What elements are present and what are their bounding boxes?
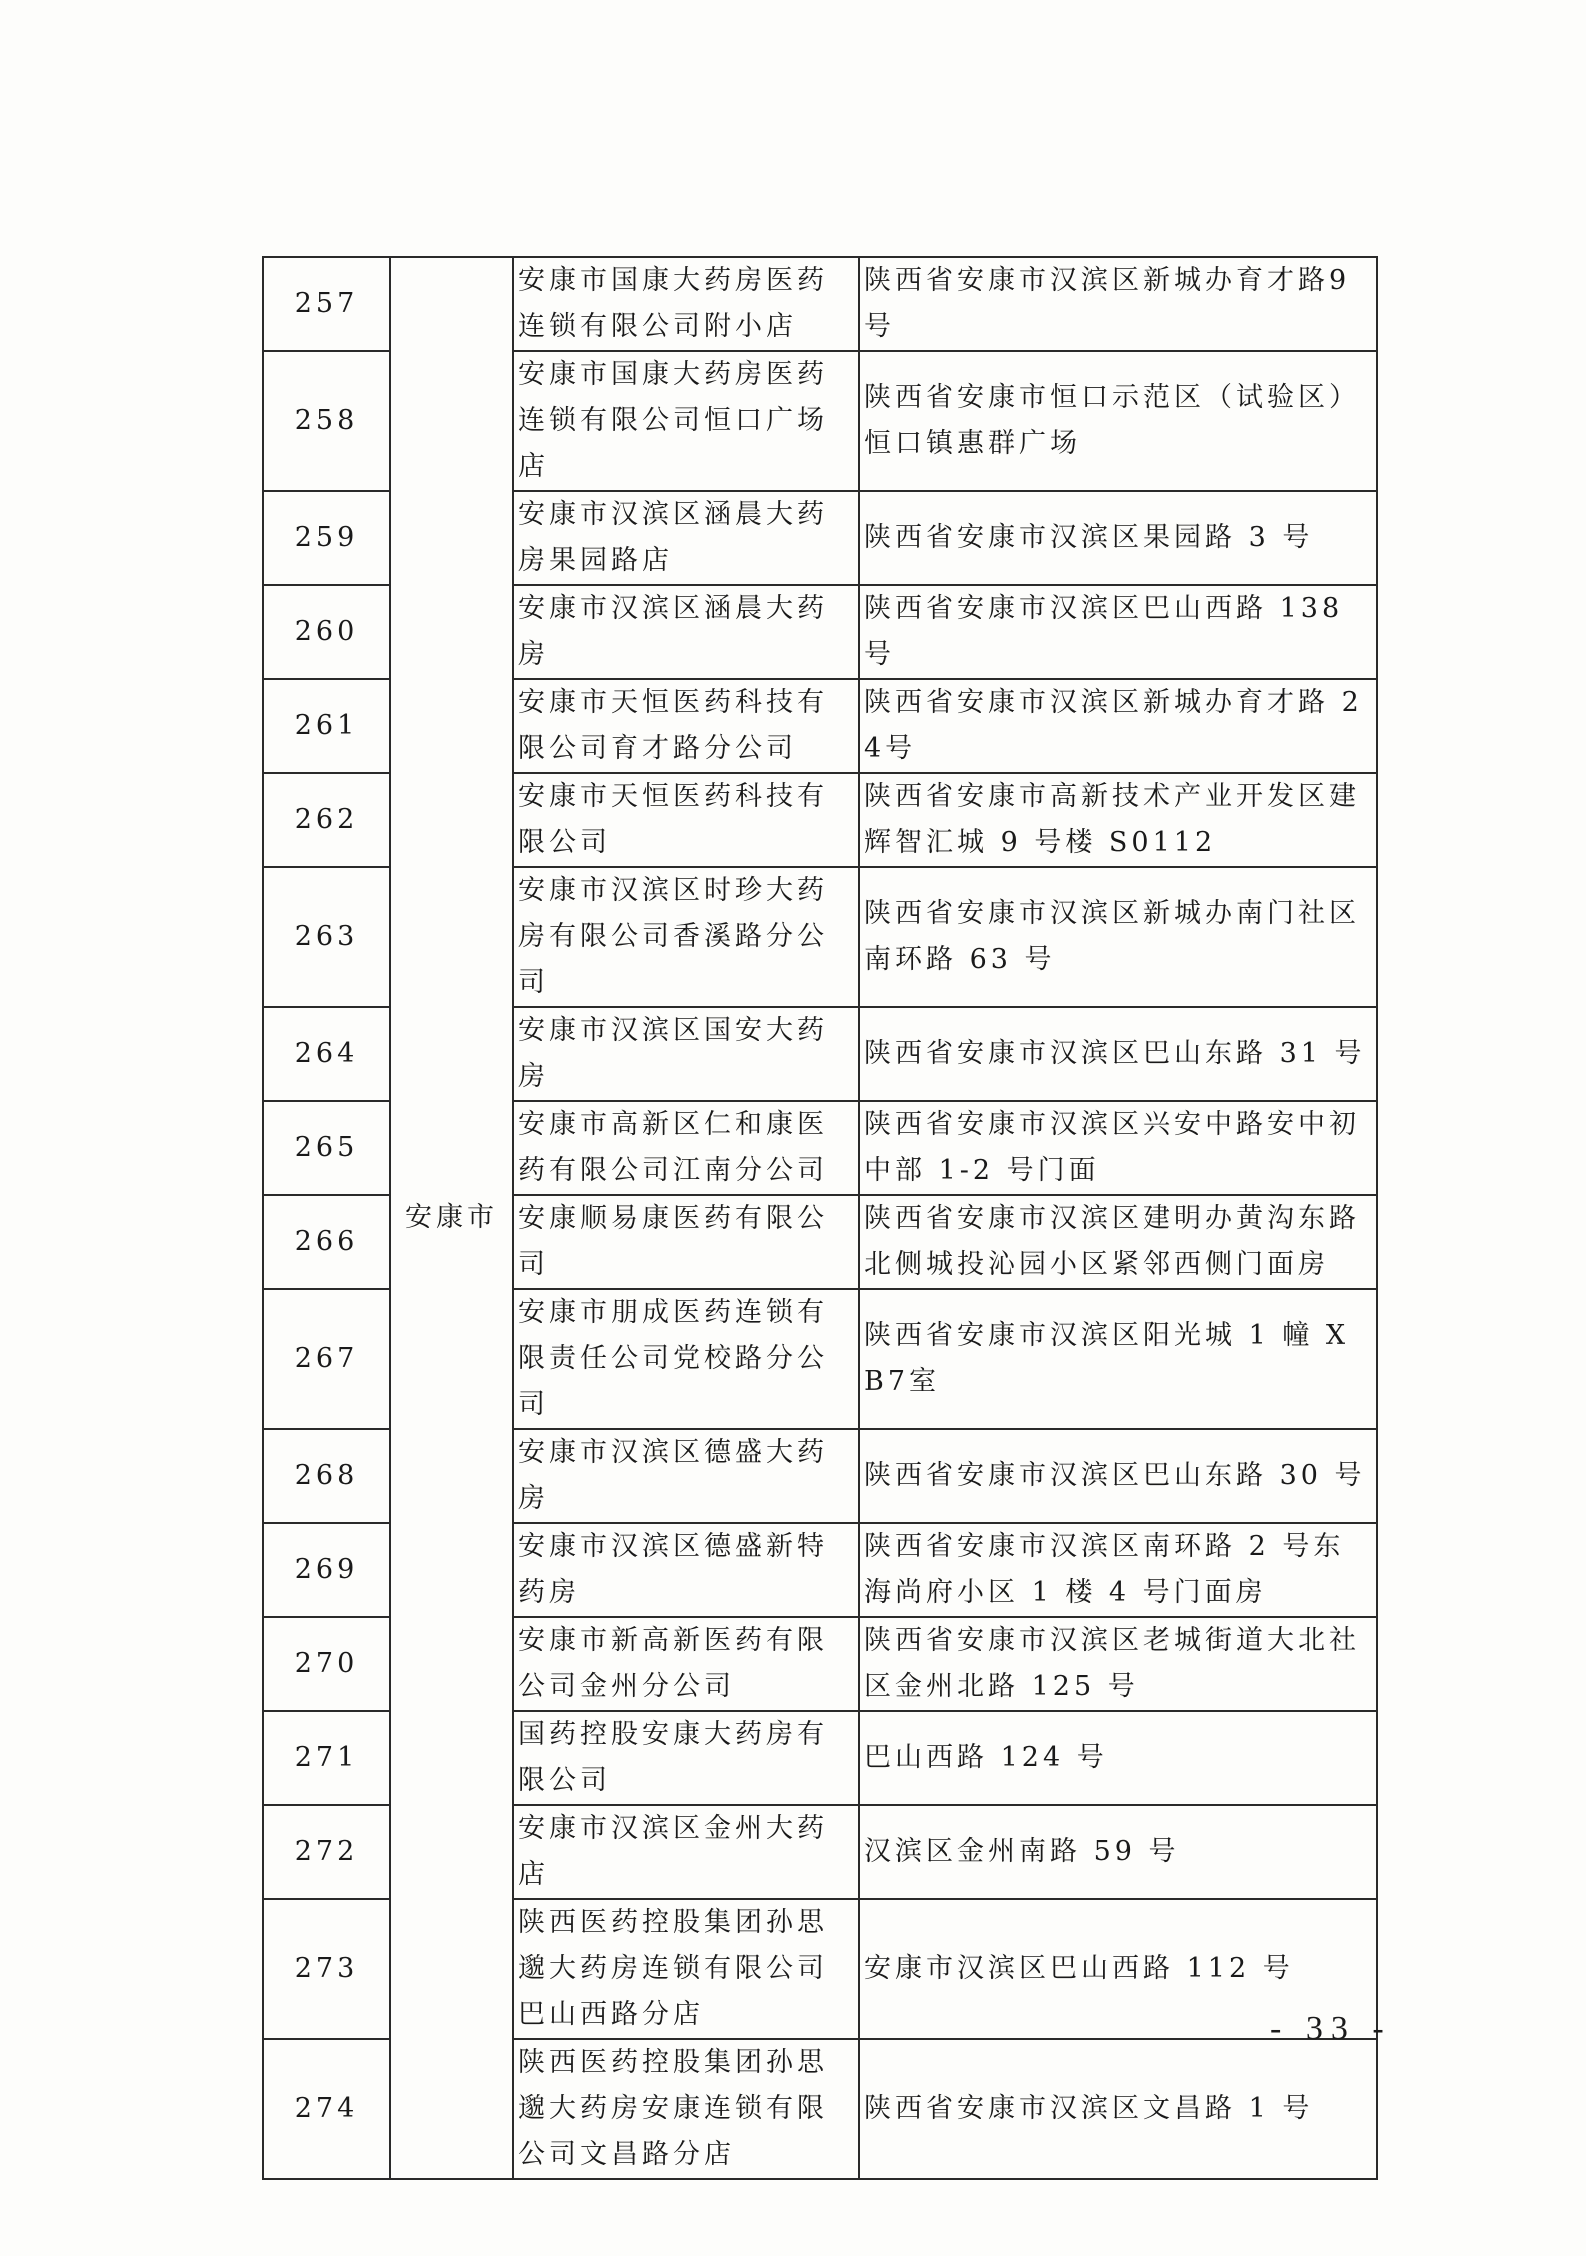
row-number: 265: [263, 1101, 390, 1195]
store-address: 陕西省安康市高新技术产业开发区建辉智汇城 9 号楼 S0112: [859, 773, 1377, 867]
page-number: - 33 -: [1270, 2010, 1392, 2047]
store-address: 陕西省安康市汉滨区新城办南门社区南环路 63 号: [859, 867, 1377, 1007]
store-address: 陕西省安康市汉滨区南环路 2 号东海尚府小区 1 楼 4 号门面房: [859, 1523, 1377, 1617]
store-name: 安康顺易康医药有限公司: [513, 1195, 859, 1289]
row-number: 267: [263, 1289, 390, 1429]
row-number: 272: [263, 1805, 390, 1899]
table-row: [263, 257, 1377, 351]
pharmacy-table-body: [263, 257, 1377, 2179]
pharmacy-table: [262, 256, 1378, 2180]
row-number: 269: [263, 1523, 390, 1617]
store-name: 安康市国康大药房医药连锁有限公司恒口广场店: [513, 351, 859, 491]
row-number: 264: [263, 1007, 390, 1101]
city-cell: 安康市: [390, 257, 513, 2179]
store-name: 安康市天恒医药科技有限公司育才路分公司: [513, 679, 859, 773]
row-number: 260: [263, 585, 390, 679]
store-address: 巴山西路 124 号: [859, 1711, 1377, 1805]
row-number: 274: [263, 2039, 390, 2179]
store-name: 安康市汉滨区德盛新特药房: [513, 1523, 859, 1617]
store-name: 安康市朋成医药连锁有限责任公司党校路分公司: [513, 1289, 859, 1429]
store-address: 陕西省安康市恒口示范区（试验区）恒口镇惠群广场: [859, 351, 1377, 491]
row-number: 261: [263, 679, 390, 773]
store-address: 陕西省安康市汉滨区巴山东路 30 号: [859, 1429, 1377, 1523]
row-number: 273: [263, 1899, 390, 2039]
store-name: 国药控股安康大药房有限公司: [513, 1711, 859, 1805]
store-name: 陕西医药控股集团孙思邈大药房连锁有限公司巴山西路分店: [513, 1899, 859, 2039]
store-address: 陕西省安康市汉滨区建明办黄沟东路北侧城投沁园小区紧邻西侧门面房: [859, 1195, 1377, 1289]
store-name: 安康市汉滨区德盛大药房: [513, 1429, 859, 1523]
store-name: 安康市汉滨区金州大药店: [513, 1805, 859, 1899]
store-address: 陕西省安康市汉滨区新城办育才路 24号: [859, 679, 1377, 773]
row-number: 270: [263, 1617, 390, 1711]
store-address: 陕西省安康市汉滨区果园路 3 号: [859, 491, 1377, 585]
row-number: 268: [263, 1429, 390, 1523]
store-address: 陕西省安康市汉滨区老城街道大北社区金州北路 125 号: [859, 1617, 1377, 1711]
row-number: 271: [263, 1711, 390, 1805]
store-name: 安康市汉滨区涵晨大药房果园路店: [513, 491, 859, 585]
row-number: 257: [263, 257, 390, 351]
store-name: 安康市国康大药房医药连锁有限公司附小店: [513, 257, 859, 351]
store-name: 陕西医药控股集团孙思邈大药房安康连锁有限公司文昌路分店: [513, 2039, 859, 2179]
store-address: 陕西省安康市汉滨区巴山西路 138 号: [859, 585, 1377, 679]
store-name: 安康市高新区仁和康医药有限公司江南分公司: [513, 1101, 859, 1195]
row-number: 262: [263, 773, 390, 867]
store-name: 安康市天恒医药科技有限公司: [513, 773, 859, 867]
store-name: 安康市汉滨区国安大药房: [513, 1007, 859, 1101]
row-number: 263: [263, 867, 390, 1007]
store-address: 陕西省安康市汉滨区阳光城 1 幢 XB7室: [859, 1289, 1377, 1429]
store-address: 陕西省安康市汉滨区兴安中路安中初中部 1-2 号门面: [859, 1101, 1377, 1195]
store-name: 安康市汉滨区时珍大药房有限公司香溪路分公司: [513, 867, 859, 1007]
store-name: 安康市汉滨区涵晨大药房: [513, 585, 859, 679]
store-address: 安康市汉滨区巴山西路 112 号: [859, 1899, 1377, 2039]
row-number: 259: [263, 491, 390, 585]
store-address: 陕西省安康市汉滨区新城办育才路9号: [859, 257, 1377, 351]
row-number: 266: [263, 1195, 390, 1289]
store-address: 陕西省安康市汉滨区巴山东路 31 号: [859, 1007, 1377, 1101]
store-name: 安康市新高新医药有限公司金州分公司: [513, 1617, 859, 1711]
store-address: 陕西省安康市汉滨区文昌路 1 号: [859, 2039, 1377, 2179]
store-address: 汉滨区金州南路 59 号: [859, 1805, 1377, 1899]
row-number: 258: [263, 351, 390, 491]
